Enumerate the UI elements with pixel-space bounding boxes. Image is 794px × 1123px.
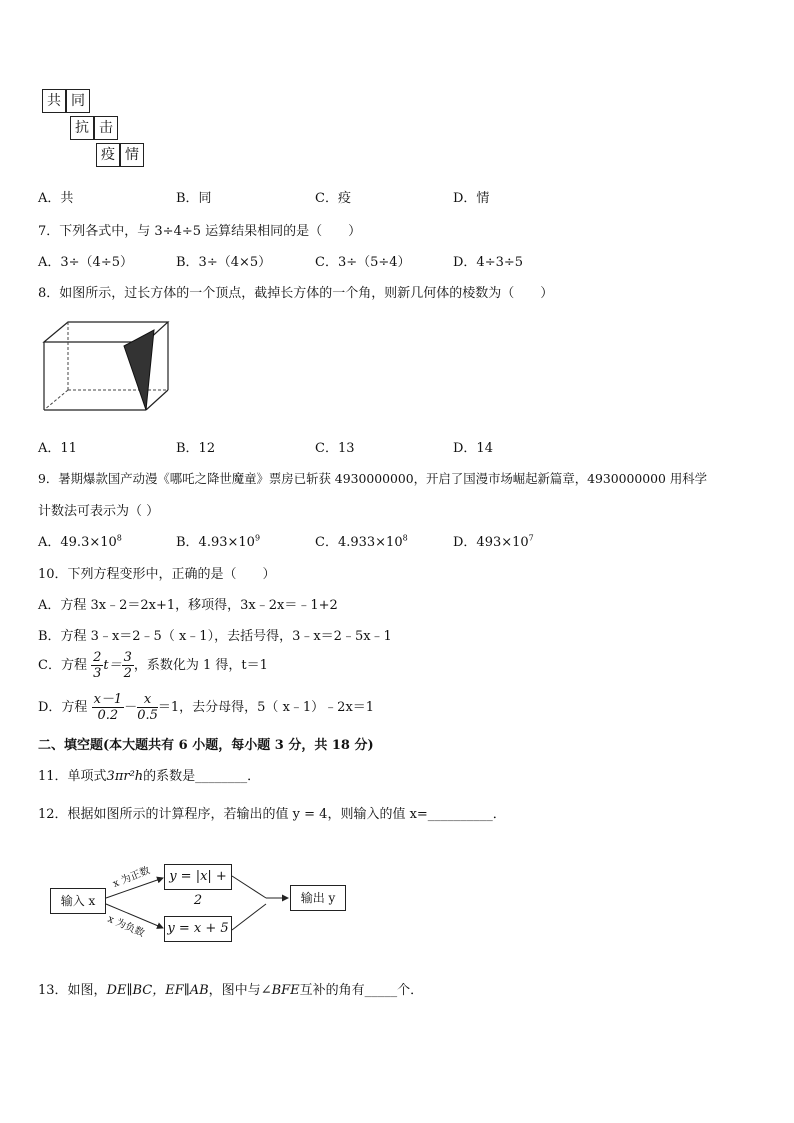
flow-formula-top: y = |x| + 2 xyxy=(164,864,232,890)
q6-option-d: D．情 xyxy=(453,191,490,206)
cuboid-figure xyxy=(40,318,172,414)
q8-option-c: C．13 xyxy=(315,441,355,456)
q8-option-d: D．14 xyxy=(453,441,493,456)
q7-option-d: D．4÷3÷5 xyxy=(453,255,524,270)
q9-stem-line2: 计数法可表示为（ ） xyxy=(38,504,160,519)
q7-option-a: A．3÷（4÷5） xyxy=(38,255,133,270)
net-cell: 共 xyxy=(42,89,66,113)
q8-stem: 8．如图所示，过长方体的一个顶点，截掉长方体的一个角，则新几何体的棱数为（ ） xyxy=(38,286,554,301)
flow-output-box: 输出 y xyxy=(290,885,346,911)
q10-option-a: A．方程 3x﹣2＝2x+1，移项得，3x﹣2x＝﹣1+2 xyxy=(38,598,338,613)
q9-option-c: C．$4.933\times 10^8$ xyxy=(315,533,408,550)
q9-option-a: A．$49.3\times 10^8$ xyxy=(38,533,122,550)
net-cell: 疫 xyxy=(96,143,120,167)
section-2-heading: 二、填空题(本大题共有 6 小题，每小题 3 分，共 18 分) xyxy=(38,738,374,753)
q12: 12．根据如图所示的计算程序，若输出的值 y = 4，则输入的值 x=__________． xyxy=(38,807,506,822)
q7-option-c: C．3÷（5÷4） xyxy=(315,255,411,270)
q13: 13．如图，DE∥BC，EF∥AB，图中与∠BFE互补的角有_____个． xyxy=(38,983,424,998)
net-cell: 同 xyxy=(66,89,90,113)
q7-option-b: B．3÷（4×5） xyxy=(176,255,272,270)
q9-option-d: D．$493\times 10^7$ xyxy=(453,533,534,550)
flow-formula-bottom: y = x + 5 xyxy=(164,916,232,942)
flow-negative-label: x 为负数 xyxy=(105,913,146,940)
net-cell: 抗 xyxy=(70,116,94,140)
q6-option-a: A．共 xyxy=(38,191,74,206)
q9-stem-line1: 9．暑期爆款国产动漫《哪吒之降世魔童》票房已斩获 4930000000，开启了国漫市场崛起新篇章，4930000000 用科学 xyxy=(38,471,708,486)
q11: 11．单项式3πr²h的系数是________． xyxy=(38,769,261,784)
flow-input-box: 输入 x xyxy=(50,888,106,914)
q8-option-b: B．12 xyxy=(176,441,216,456)
q6-option-c: C．疫 xyxy=(315,191,351,206)
net-cell: 情 xyxy=(120,143,144,167)
q10-option-c: C．方程 $\frac{2}{3}$ t＝ $\frac{3}{2}$ ，系数化为 1 得，t＝1 xyxy=(38,650,268,681)
q6-option-b: B．同 xyxy=(176,191,212,206)
net-cell: 击 xyxy=(94,116,118,140)
q10-option-b: B．方程 3﹣x＝2﹣5（ x﹣1），去括号得，3﹣x＝2﹣5x﹣1 xyxy=(38,629,392,644)
q10-option-d: D．方程 $\frac{x-1}{0.2}$ － $\frac{x}{0.5}$ ＝1，去分母得，5（ x﹣1）﹣2x＝1 xyxy=(38,692,375,723)
q7-stem: 7．下列各式中，与 3÷4÷5 运算结果相同的是（ ） xyxy=(38,224,362,239)
q9-option-b: B．$4.93\times 10^9$ xyxy=(176,533,261,550)
q8-option-a: A．11 xyxy=(38,441,77,456)
q10-stem: 10．下列方程变形中，正确的是（ ） xyxy=(38,567,276,582)
flow-positive-label: x 为正数 xyxy=(111,865,152,890)
